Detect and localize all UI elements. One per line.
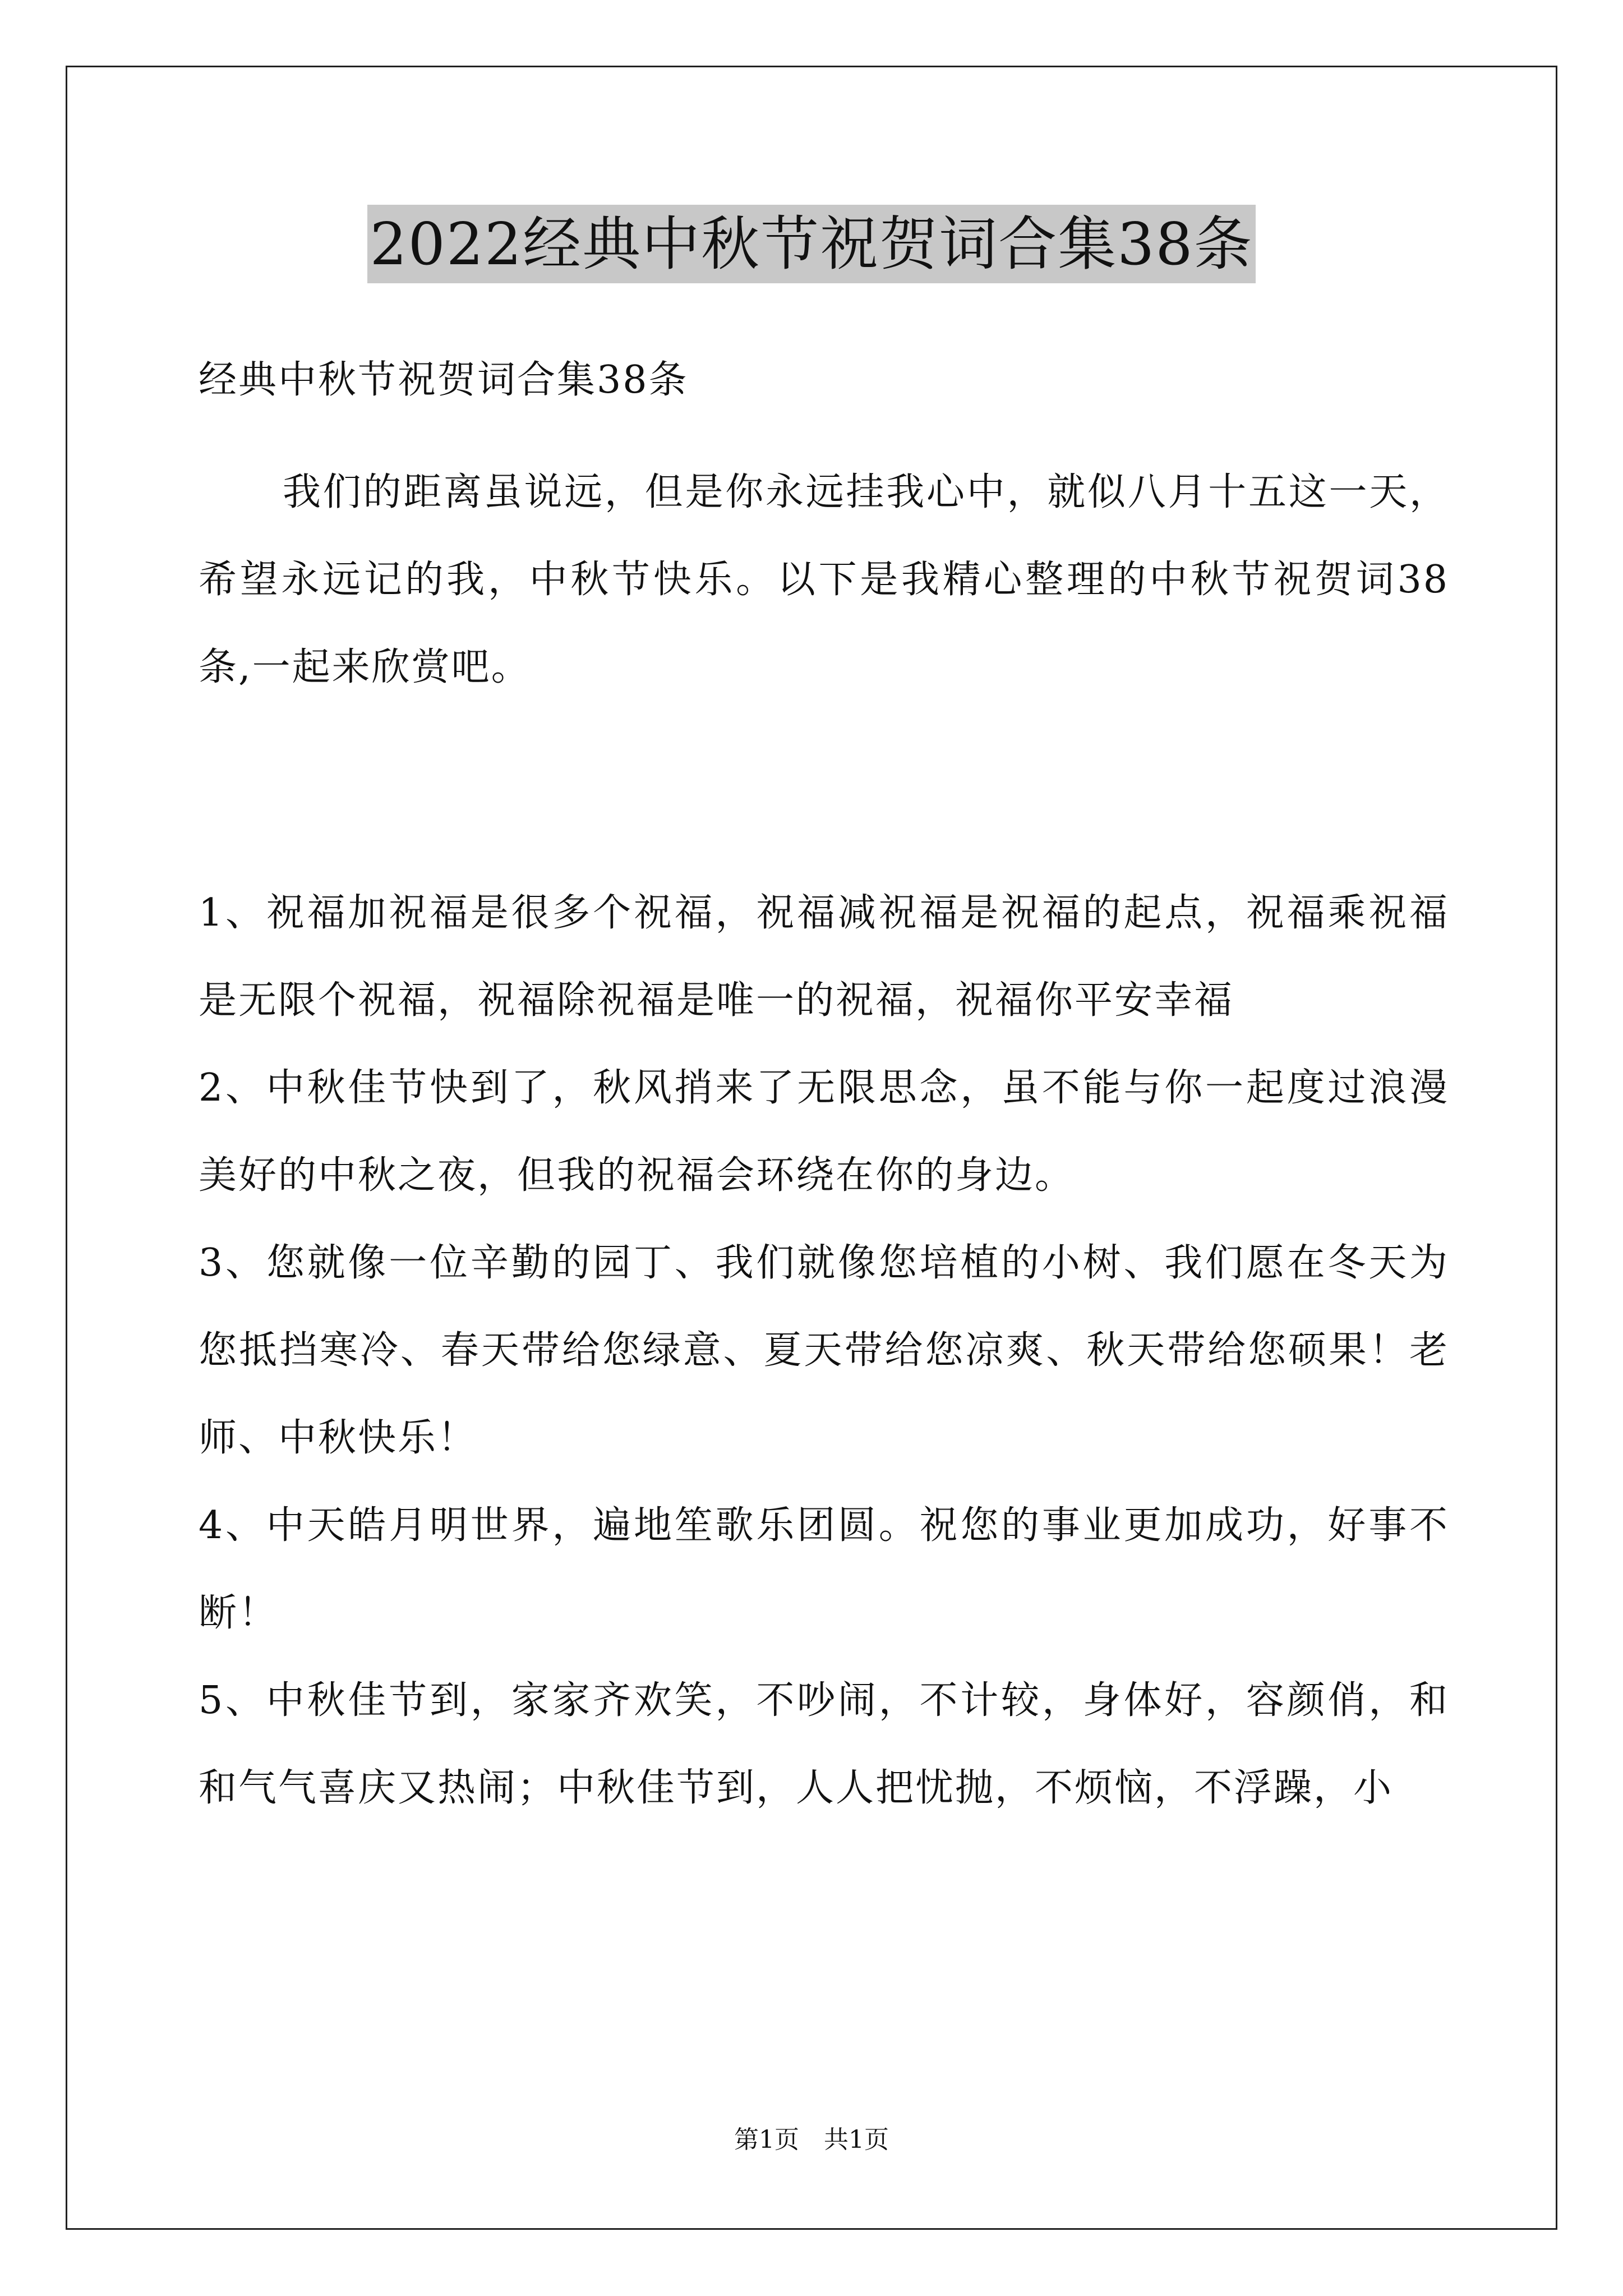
list-item: 4、中天皓月明世界，遍地笙歌乐团圆。祝您的事业更加成功，好事不断！ xyxy=(199,1503,1449,1635)
document-subtitle: 经典中秋节祝贺词合集38条 xyxy=(199,358,689,402)
document-title: 2022经典中秋节祝贺词合集38条 xyxy=(367,205,1255,283)
list-item: 1、祝福加祝福是很多个祝福，祝福减祝福是祝福的起点，祝福乘祝福是无限个祝福，祝福除祝福是唯一的祝福，祝福你平安幸福 xyxy=(199,891,1449,1023)
list-item: 3、您就像一位辛勤的园丁、我们就像您培植的小树、我们愿在冬天为您抵挡寒冷、春天带给您绿意、夏天带给您凉爽、秋天带给您硕果！老师、中秋快乐！ xyxy=(199,1241,1449,1460)
greetings-list xyxy=(199,869,1449,1832)
title-container xyxy=(0,205,1623,283)
list-item: 2、中秋佳节快到了，秋风捎来了无限思念，虽不能与你一起度过浪漫美好的中秋之夜，但我的祝福会环绕在你的身边。 xyxy=(199,1066,1449,1198)
list-item: 5、中秋佳节到，家家齐欢笑，不吵闹，不计较，身体好，容颜俏，和和气气喜庆又热闹；中秋佳节到，人人把忧抛，不烦恼，不浮躁，小 xyxy=(199,1678,1449,1810)
intro-paragraph: 我们的距离虽说远，但是你永远挂我心中，就似八月十五这一天，希望永远记的我，中秋节快乐。以下是我精心整理的中秋节祝贺词38条,一起来欣赏吧。 xyxy=(199,470,1449,689)
page-footer: 第1页 共1页 xyxy=(734,2125,889,2154)
